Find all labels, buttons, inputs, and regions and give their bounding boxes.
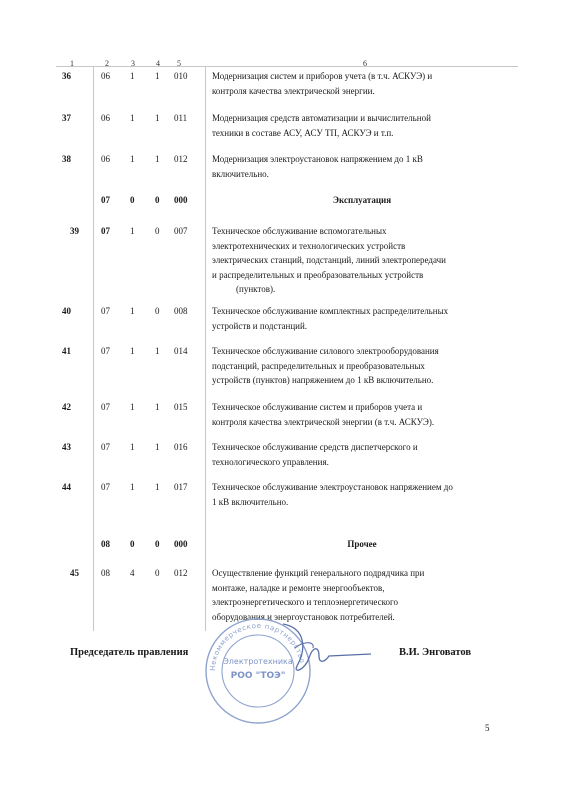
description-line: контроля качества электрической энергии (в т.ч. АСКУЭ). (212, 416, 435, 427)
code-subgroup: 0 (155, 226, 160, 236)
code-section: 06 (101, 154, 110, 164)
code-subgroup: 1 (155, 346, 160, 356)
code-section: 06 (101, 113, 110, 123)
description-line: Техническое обслуживание систем и приборов учета и (212, 402, 423, 412)
code-section: 07 (101, 346, 110, 356)
column-header: 4 (156, 59, 160, 68)
description-line: Техническое обслуживание средств диспетчерского и (212, 442, 418, 452)
code-subgroup: 1 (155, 482, 160, 492)
work-description (212, 224, 512, 297)
code-group: 1 (130, 71, 135, 81)
code-group: 1 (130, 113, 135, 123)
table-divider (93, 66, 94, 631)
code-group: 0 (130, 195, 135, 205)
description-line: электрических станций, подстанций, линий электропередачи (212, 255, 446, 265)
code-section: 07 (101, 306, 110, 316)
code-section: 07 (101, 402, 110, 412)
description-line: устройств и подстанций. (212, 320, 308, 331)
code-item: 012 (174, 568, 188, 578)
code-group: 1 (130, 346, 135, 356)
code-group: 1 (130, 226, 135, 236)
description-line: Модернизация систем и приборов учета (в т.ч. АСКУЭ) и (212, 71, 433, 81)
page-number: 5 (485, 723, 490, 733)
code-subgroup: 1 (155, 442, 160, 452)
column-header: 2 (105, 59, 109, 68)
code-subgroup: 1 (155, 113, 160, 123)
description-line: монтаже, наладке и ремонте энергообъектов, (212, 582, 385, 593)
code-group: 1 (130, 402, 135, 412)
code-section: 08 (101, 539, 110, 549)
description-line: электроэнергетического и теплоэнергетического (212, 597, 398, 607)
description-line: 1 кВ включительно. (212, 496, 289, 507)
column-header: 3 (131, 59, 135, 68)
code-group: 0 (130, 539, 135, 549)
description-line: Модернизация средств автоматизации и вычислительной (212, 113, 431, 123)
code-item: 017 (174, 482, 188, 492)
description-line: электротехнических и технологических устройств (212, 240, 406, 251)
code-item: 014 (174, 346, 188, 356)
code-item: 016 (174, 442, 188, 452)
description-line: техники в составе АСУ, АСУ ТП, АСКУЭ и т.п. (212, 127, 394, 138)
code-group: 1 (130, 306, 135, 316)
code-subgroup: 1 (155, 154, 160, 164)
code-subgroup: 0 (155, 306, 160, 316)
code-section: 07 (101, 482, 110, 492)
work-description (212, 304, 512, 333)
row-number: 38 (62, 154, 71, 164)
code-item: 015 (174, 402, 188, 412)
description-line: устройств (пунктов) напряжением до 1 кВ включительно. (212, 375, 434, 385)
handwritten-signature (275, 618, 375, 678)
code-section: 07 (101, 226, 110, 236)
code-group: 1 (130, 442, 135, 452)
row-number: 36 (62, 71, 71, 81)
code-item: 000 (174, 539, 188, 549)
signatory-name: В.И. Энговатов (399, 647, 472, 658)
column-header: 1 (70, 59, 74, 68)
description-line: Техническое обслуживание электроустановок напряжением до (212, 482, 453, 492)
description-line: подстанций, распределительных и преобразовательных (212, 360, 425, 371)
code-subgroup: 0 (155, 568, 160, 578)
row-number: 39 (70, 226, 79, 236)
work-description (212, 152, 512, 181)
description-line: и распределительных и преобразовательных устройств (212, 269, 424, 280)
code-subgroup: 1 (155, 402, 160, 412)
section-title: Эксплуатация (332, 195, 392, 205)
work-description (212, 400, 512, 429)
row-number: 43 (62, 442, 71, 452)
work-description (212, 440, 512, 469)
description-line: Модернизация электроустановок напряжением до 1 кВ (212, 154, 423, 164)
stamp-ring-text: Некоммерческое партнерство (208, 621, 307, 672)
description-line: контроля качества электрической энергии. (212, 85, 375, 96)
code-item: 012 (174, 154, 188, 164)
row-number: 42 (62, 402, 71, 412)
row-number: 44 (62, 482, 71, 492)
code-subgroup: 0 (155, 539, 160, 549)
stamp-middle-text: Электротехника (223, 657, 293, 666)
work-description (212, 69, 512, 98)
description-line: Осуществление функций генерального подрядчика при (212, 568, 425, 578)
column-header: 5 (177, 59, 181, 68)
description-line: Техническое обслуживание комплектных распределительных (212, 306, 449, 316)
code-group: 1 (130, 154, 135, 164)
work-description (212, 344, 512, 388)
code-item: 000 (174, 195, 188, 205)
stamp-center-text: РОО "ТОЭ" (230, 671, 286, 681)
column-header: 6 (363, 59, 367, 68)
code-section: 08 (101, 568, 110, 578)
code-subgroup: 0 (155, 195, 160, 205)
code-group: 4 (130, 568, 135, 578)
table-divider (56, 66, 518, 67)
code-item: 010 (174, 71, 188, 81)
description-line: включительно. (212, 168, 269, 179)
code-section: 07 (101, 442, 110, 452)
description-line: (пунктов). (236, 284, 276, 294)
code-section: 07 (101, 195, 110, 205)
row-number: 41 (62, 346, 71, 356)
work-description (212, 111, 512, 140)
row-number: 40 (62, 306, 71, 316)
code-item: 011 (174, 113, 188, 123)
row-number: 37 (62, 113, 71, 123)
description-line: оборудования и энергоустановок потребителей. (212, 611, 395, 622)
signature-title: Председатель правления (70, 647, 189, 658)
work-description (212, 480, 512, 509)
description-line: Техническое обслуживание вспомогательных (212, 226, 387, 236)
section-title: Прочее (347, 539, 377, 549)
code-item: 008 (174, 306, 188, 316)
description-line: технологического управления. (212, 456, 329, 467)
table-divider (205, 66, 206, 631)
code-subgroup: 1 (155, 71, 160, 81)
row-number: 45 (70, 568, 79, 578)
code-item: 007 (174, 226, 188, 236)
code-group: 1 (130, 482, 135, 492)
code-section: 06 (101, 71, 110, 81)
description-line: Техническое обслуживание силового электрооборудования (212, 346, 439, 356)
